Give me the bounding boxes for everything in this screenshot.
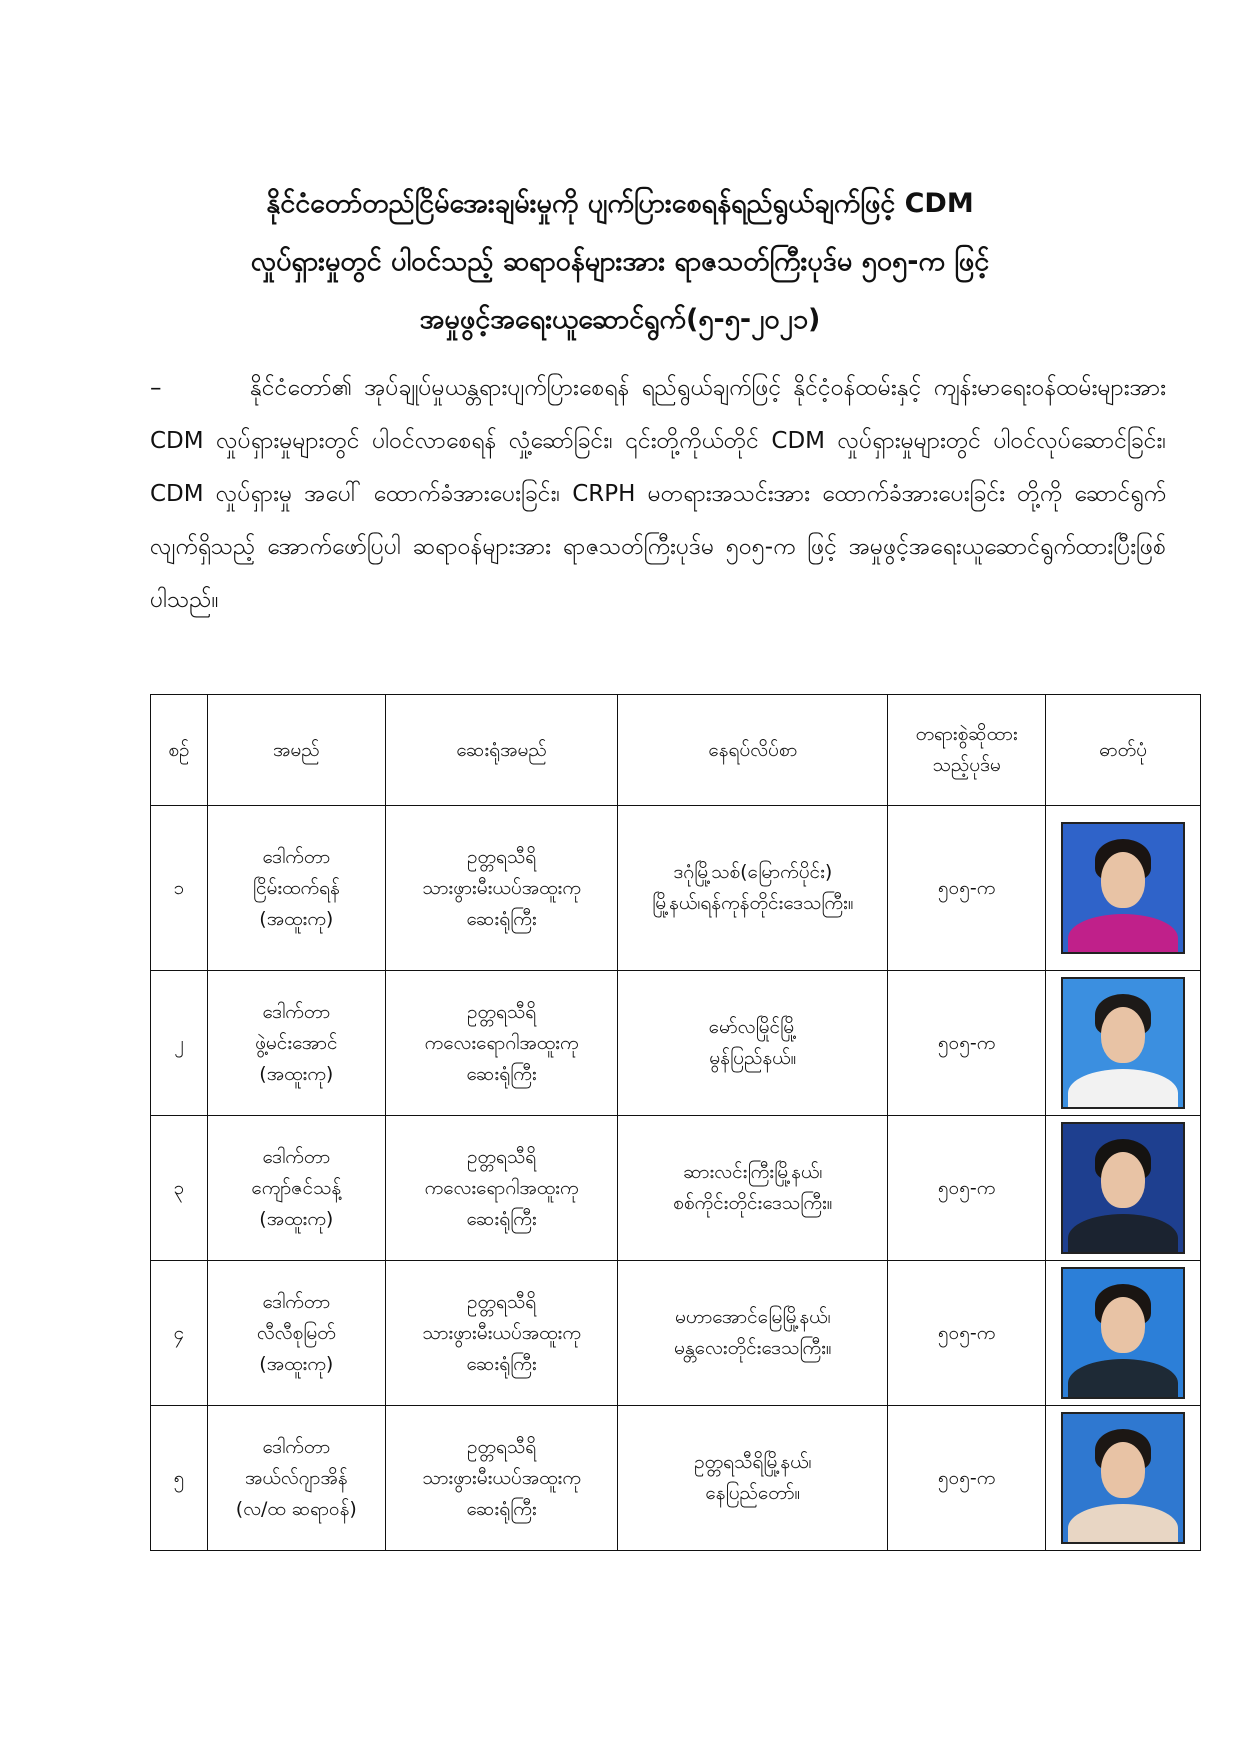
title-line-2: လှုပ်ရှားမှုတွင် ပါဝင်သည့် ဆရာဝန်များအား ရာဇသတ်ကြီးပုဒ်မ ၅၀၅-က ဖြင့် (250, 246, 990, 277)
cell-hospital-line: သားဖွားမီးယပ်အထူးကု (422, 1321, 581, 1344)
cell-name-line: ကျော်ဇင်သန့် (251, 1176, 342, 1199)
cell-name-line: (အထူးကု) (259, 1207, 334, 1230)
portrait-photo-icon (1061, 977, 1185, 1109)
cell-address-line: မန္တလေးတိုင်းဒေသကြီး။ (673, 1337, 832, 1359)
cell-photo (1046, 1116, 1201, 1261)
cell-hospital-line: ဆေးရုံကြီး (466, 1207, 537, 1230)
cell-name (207, 1116, 385, 1261)
header-no: စဉ် (151, 695, 208, 806)
header-address: နေရပ်လိပ်စာ (618, 695, 888, 806)
cell-hospital (385, 1406, 618, 1551)
cell-name-line: (လ/ထ ဆရာဝန်) (235, 1497, 357, 1520)
portrait-photo-icon (1061, 1412, 1185, 1544)
cell-hospital (385, 1261, 618, 1406)
cell-address (618, 1261, 888, 1406)
table-row (151, 1406, 1201, 1551)
cell-address-line: မွန်ပြည်နယ်။ (709, 1047, 797, 1069)
portrait-photo-icon (1061, 1267, 1185, 1399)
portrait-face-shape (1101, 1442, 1145, 1498)
table-row (151, 1116, 1201, 1261)
cell-name (207, 806, 385, 971)
paragraph-dash: – (150, 375, 162, 401)
portrait-face-shape (1101, 1007, 1145, 1063)
table-row (151, 971, 1201, 1116)
table-row (151, 1261, 1201, 1406)
table-header-row (151, 695, 1201, 806)
cell-photo (1046, 1261, 1201, 1406)
paragraph-text: နိုင်ငံတော်၏ အုပ်ချုပ်မှုယန္တရားပျက်ပြားစေရန် ရည်ရွယ်ချက်ဖြင့် နိုင်ငံ့ဝန်ထမ်းနှင့် ကျန်းမာရေးဝန်ထမ်းများအား CDM လှုပ်ရှားမှုများတွင် ပါဝင်လာစေရန် လှုံ့ဆော်ခြင်း၊ ၎င်းတို့ကိုယ်တိုင် CDM လှုပ်ရှားမှုများတွင် ပါဝင်လုပ်ဆောင်ခြင်း၊ CDM လှုပ်ရှားမှု အပေါ် ထောက်ခံအားပေးခြင်း၊ CRPH မတရားအသင်းအား ထောက်ခံအားပေးခြင်း တို့ကို ဆောင်ရွက်လျက်ရှိသည့် အောက်ဖော်ပြပါ ဆရာဝန်များအား ရာဇသတ်ကြီးပုဒ်မ ၅၀၅-က ဖြင့် အမှုဖွင့်အရေးယူဆောင်ရွက်ထားပြီးဖြစ်ပါသည်။ (150, 375, 1166, 613)
document-title (150, 175, 1090, 349)
cell-name-line: ဒေါက်တာ (262, 1145, 331, 1168)
cell-section: ၅၀၅-က (888, 1406, 1046, 1551)
cell-address (618, 1116, 888, 1261)
cell-hospital-line: ဆေးရုံကြီး (466, 1062, 537, 1085)
cell-name-line: ငြိမ်းထက်ရန် (252, 876, 340, 899)
doctor-table (150, 694, 1201, 1551)
portrait-body-shape (1068, 1504, 1178, 1544)
portrait-photo-icon (1061, 822, 1185, 954)
cell-no: ၂ (151, 971, 208, 1116)
title-line-1: နိုင်ငံတော်တည်ငြိမ်အေးချမ်းမှုကို ပျက်ပြားစေရန်ရည်ရွယ်ချက်ဖြင့် CDM (266, 188, 974, 219)
cell-photo (1046, 1406, 1201, 1551)
cell-address-line: စစ်ကိုင်းတိုင်းဒေသကြီး။ (673, 1192, 833, 1214)
cell-hospital-line: သားဖွားမီးယပ်အထူးကု (422, 876, 581, 899)
portrait-body-shape (1068, 1359, 1178, 1399)
cell-hospital-line: သားဖွားမီးယပ်အထူးကု (422, 1466, 581, 1489)
portrait-face-shape (1101, 1152, 1145, 1208)
cell-section: ၅၀၅-က (888, 971, 1046, 1116)
cell-address-line: မော်လမြိုင်မြို့ (708, 1016, 798, 1038)
cell-hospital (385, 1116, 618, 1261)
cell-hospital-line: ဆေးရုံကြီး (466, 907, 537, 930)
cell-name (207, 1261, 385, 1406)
portrait-body-shape (1068, 914, 1178, 954)
cell-section: ၅၀၅-က (888, 1261, 1046, 1406)
cell-photo (1046, 971, 1201, 1116)
cell-no: ၁ (151, 806, 208, 971)
portrait-face-shape (1101, 852, 1145, 908)
cell-hospital-line: ဆေးရုံကြီး (466, 1352, 537, 1375)
header-name: အမည် (207, 695, 385, 806)
cell-no: ၄ (151, 1261, 208, 1406)
cell-name (207, 1406, 385, 1551)
cell-name-line: ဒေါက်တာ (262, 1435, 331, 1458)
cell-address-line: နေပြည်တော်။ (705, 1482, 801, 1504)
portrait-photo-icon (1061, 1122, 1185, 1254)
table-row (151, 806, 1201, 971)
cell-name-line: ဒေါက်တာ (262, 845, 331, 868)
portrait-face-shape (1101, 1297, 1145, 1353)
cell-name-line: (အထူးကု) (259, 1062, 334, 1085)
cell-hospital-line: ဥတ္တရသီရိ (466, 1290, 537, 1313)
header-photo: ဓာတ်ပုံ (1046, 695, 1201, 806)
cell-address (618, 971, 888, 1116)
cell-no: ၅ (151, 1406, 208, 1551)
cell-hospital-line: ဥတ္တရသီရိ (466, 1435, 537, 1458)
portrait-body-shape (1068, 1214, 1178, 1254)
portrait-body-shape (1068, 1069, 1178, 1109)
cell-hospital-line: ကလေးရောဂါအထူးကု (424, 1031, 579, 1054)
cell-hospital-line: ကလေးရောဂါအထူးကု (424, 1176, 579, 1199)
cell-name-line: ဖွဲ့မင်းအောင် (255, 1031, 338, 1054)
cell-address (618, 806, 888, 971)
header-hospital: ဆေးရုံအမည် (385, 695, 618, 806)
cell-hospital (385, 806, 618, 971)
cell-address-line: ဥတ္တရသီရိမြို့နယ်၊ (694, 1451, 812, 1473)
cell-name-line: လီလီစုမြတ် (256, 1321, 336, 1344)
cell-hospital-line: ဥတ္တရသီရိ (466, 845, 537, 868)
cell-hospital (385, 971, 618, 1116)
header-section (888, 695, 1046, 806)
cell-address-line: မဟာအောင်မြေမြို့နယ်၊ (675, 1306, 831, 1328)
cell-name-line: အယ်လ်ဂျာအိန် (244, 1466, 348, 1489)
cell-name-line: ဒေါက်တာ (262, 1000, 331, 1023)
title-line-3: အမှုဖွင့်အရေးယူဆောင်ရွက်(၅-၅-၂၀၂၁) (419, 304, 821, 335)
cell-name-line: ဒေါက်တာ (262, 1290, 331, 1313)
cell-name-line: (အထူးကု) (259, 907, 334, 930)
header-section-line: တရားစွဲဆိုထား (915, 723, 1018, 745)
cell-hospital-line: ဥတ္တရသီရိ (466, 1000, 537, 1023)
cell-no: ၃ (151, 1116, 208, 1261)
cell-section: ၅၀၅-က (888, 806, 1046, 971)
cell-address (618, 1406, 888, 1551)
cell-address-line: ဒဂုံမြို့သစ်(မြောက်ပိုင်း) (673, 861, 833, 883)
body-paragraph (150, 362, 1166, 627)
header-section-line: သည့်ပုဒ်မ (932, 754, 1001, 776)
cell-address-line: မြို့နယ်၊ရန်ကုန်တိုင်းဒေသကြီး။ (652, 892, 854, 914)
cell-hospital-line: ဆေးရုံကြီး (466, 1497, 537, 1520)
cell-name-line: (အထူးကု) (259, 1352, 334, 1375)
cell-photo (1046, 806, 1201, 971)
cell-hospital-line: ဥတ္တရသီရိ (466, 1145, 537, 1168)
cell-section: ၅၀၅-က (888, 1116, 1046, 1261)
cell-address-line: ဆားလင်းကြီးမြို့နယ်၊ (683, 1161, 823, 1183)
cell-name (207, 971, 385, 1116)
